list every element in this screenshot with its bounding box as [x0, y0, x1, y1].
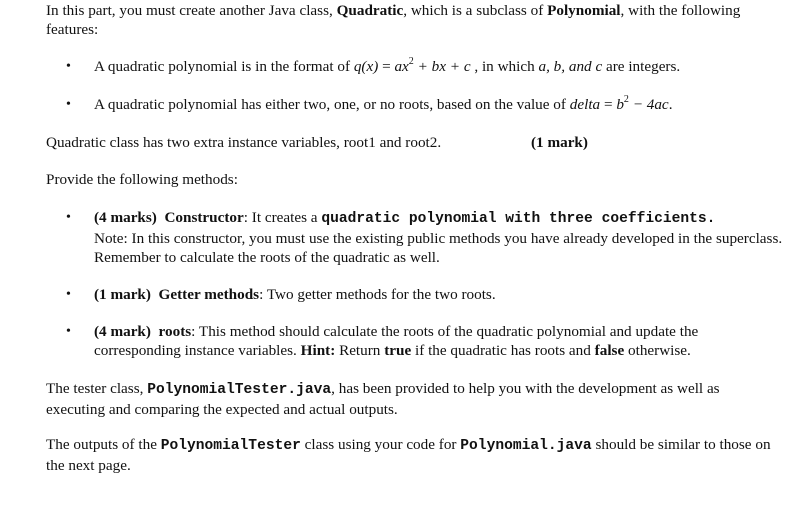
constructor-code: quadratic polynomial with three coefficients.: [321, 211, 716, 227]
tester-paragraph: The tester class, PolynomialTester.java, has been provided to help you with the development as well as executing and comparing the expected and actual outputs.: [46, 380, 720, 418]
bullet-roots: •: [66, 324, 71, 339]
bullet-constructor: •: [66, 210, 71, 225]
method-getter: (1 mark) Getter methods: Two getter methods for the two roots.: [94, 286, 496, 303]
outputs-paragraph: The outputs of the PolynomialTester class using your code for Polynomial.java should be similar to those on the next page.: [46, 436, 771, 474]
tester-classname: PolynomialTester: [160, 438, 301, 454]
method-constructor: (4 marks) Constructor: It creates a quadratic polynomial with three coefficients. Note: In this constructor, you must use the existing public methods you have already developed in the superclass. Remember to calculate the roots of the quadratic as well.: [94, 209, 783, 266]
intro-paragraph: In this part, you must create another Java class, Quadratic, which is a subclass of Polynomial, with the following features:: [46, 2, 741, 38]
class-name-quadratic: Quadratic: [336, 2, 404, 19]
superclass-name: Polynomial: [547, 2, 621, 19]
feature-roots-count: A quadratic polynomial has either two, one, or no roots, based on the value of delta = $b^2 - 4ac$.: [94, 93, 673, 113]
formula-delta: delta = $b^2 - 4ac$: [569, 93, 669, 113]
formula-vars: a, b, and c: [538, 58, 603, 75]
tester-filename: PolynomialTester.java: [147, 382, 332, 398]
polynomial-filename: Polynomial.java: [460, 438, 592, 454]
bullet-feature-1: •: [66, 59, 71, 74]
formula-q: $q(x) = ax^2$ + bx + c: [353, 55, 471, 75]
bullet-feature-2: •: [66, 97, 71, 112]
method-roots: (4 mark) roots: This method should calculate the roots of the quadratic polynomial and update the corresponding instance variables. Hint: Return true if the quadratic has roots and false otherwise.: [94, 323, 699, 359]
bullet-getter: •: [66, 287, 71, 302]
instance-variables-line: Quadratic class has two extra instance variables, root1 and root2.: [46, 134, 442, 151]
instance-variables-mark: (1 mark): [531, 134, 588, 151]
feature-format: A quadratic polynomial is in the format of $q(x) = ax^2$ + bx + c , in which a, b, and c are integers.: [94, 55, 681, 75]
methods-heading: Provide the following methods:: [46, 171, 238, 188]
